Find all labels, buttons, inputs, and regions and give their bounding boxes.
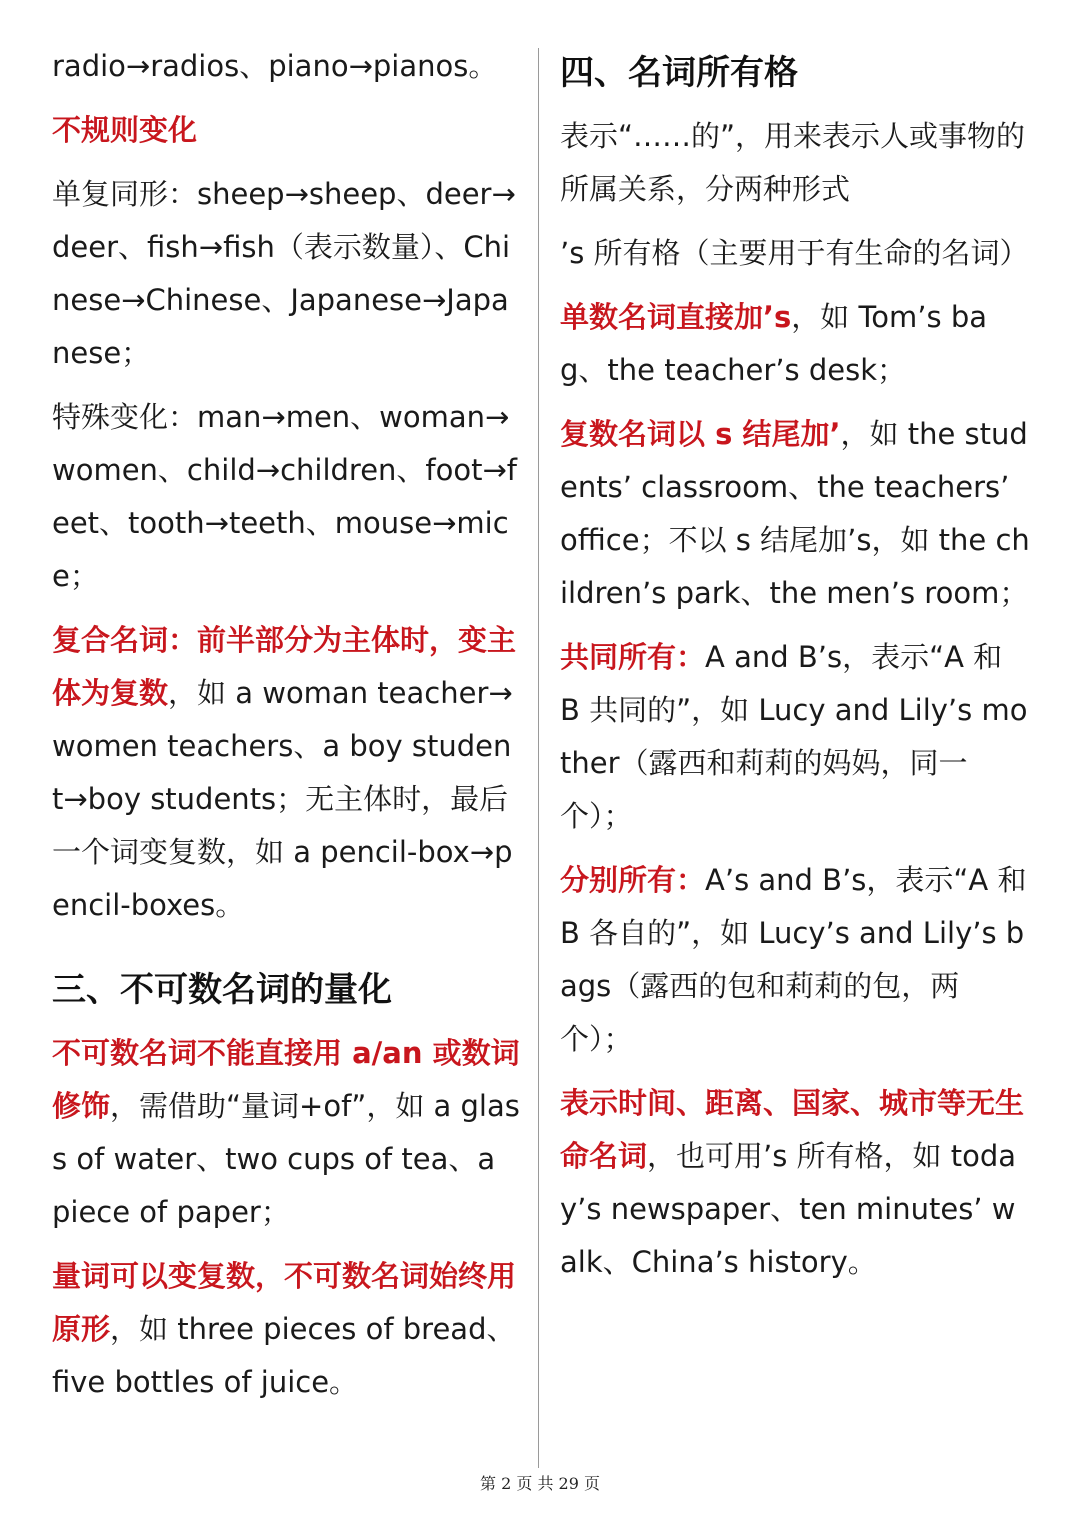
page-footer: 第 2 页 共 29 页 [480, 1474, 600, 1493]
plural-example-line: radio→radios、piano→pianos。 [52, 49, 498, 83]
irregular-change-heading: 不规则变化 [52, 113, 198, 147]
measure-word-rule: 量词可以变复数，不可数名词始终用原形 [52, 1259, 517, 1346]
joint-possession-examples: A and B’s，表示“A 和 B 共同的”，如 Lucy and Lily’s mother（露西和莉莉的妈妈，同一个）； [560, 640, 1028, 833]
column-divider [538, 48, 539, 1468]
section-4-title: 四、名词所有格 [560, 53, 798, 93]
same-form-plural-paragraph: 单复同形：sheep→sheep、deer→deer、fish→fish（表示数量）、Chinese→Chinese、Japanese→Japanese； [52, 177, 516, 370]
uncountable-examples: ，需借助“量词+of”，如 a glass of water、two cups of tea、a piece of paper； [52, 1089, 520, 1229]
separate-possession-examples: A’s and B’s，表示“A 和 B 各自的”，如 Lucy’s and Lily’s bags（露西的包和莉莉的包，两个）； [560, 863, 1027, 1056]
singular-possessive-examples: ，如 Tom’s bag、the teacher’s desk； [560, 300, 988, 387]
joint-possession-rule: 共同所有： [560, 640, 706, 674]
uncountable-rule: 不可数名词不能直接用 a/an 或数词修饰 [52, 1036, 520, 1123]
section-3-title: 三、不可数名词的量化 [52, 970, 392, 1010]
separate-possession-rule: 分别所有： [560, 863, 706, 897]
measure-word-paragraph [52, 1250, 522, 1409]
possessive-intro-paragraph: 表示“……的”，用来表示人或事物的所属关系，分两种形式 [560, 119, 1026, 206]
right-column [560, 40, 1030, 1300]
inanimate-possessive-examples: ，也可用’s 所有格，如 today’s newspaper、ten minutes’ walk、China’s history。 [560, 1139, 1017, 1279]
compound-noun-examples: ，如 a woman teacher→women teachers、a boy student→boy students；无主体时，最后一个词变复数，如 a pencil-box→pencil-boxes。 [52, 676, 513, 922]
plural-possessive-paragraph [560, 408, 1030, 620]
inanimate-possessive-rule: 表示时间、距离、国家、城市等无生命名词 [560, 1086, 1025, 1173]
separate-possession-paragraph [560, 854, 1030, 1066]
singular-possessive-rule: 单数名词直接加’s [560, 300, 792, 334]
left-column [52, 40, 522, 1420]
singular-possessive-paragraph [560, 291, 1030, 397]
inanimate-possessive-paragraph [560, 1077, 1030, 1289]
uncountable-rule-paragraph [52, 1027, 522, 1239]
compound-noun-paragraph [52, 614, 522, 932]
measure-word-examples: ，如 three pieces of bread、five bottles of juice。 [52, 1312, 516, 1399]
plural-possessive-rule: 复数名词以 s 结尾加’ [560, 417, 841, 451]
compound-noun-rule: 复合名词：前半部分为主体时，变主体为复数 [52, 623, 517, 710]
plural-possessive-examples: ，如 the students’ classroom、the teachers’ office；不以 s 结尾加’s，如 the children’s park、the men’s room； [560, 417, 1030, 610]
special-change-paragraph: 特殊变化：man→men、woman→women、child→children、foot→feet、tooth→teeth、mouse→mice； [52, 400, 518, 593]
possessive-s-paragraph: ’s 所有格（主要用于有生命的名词） [560, 236, 1029, 270]
joint-possession-paragraph [560, 631, 1030, 843]
